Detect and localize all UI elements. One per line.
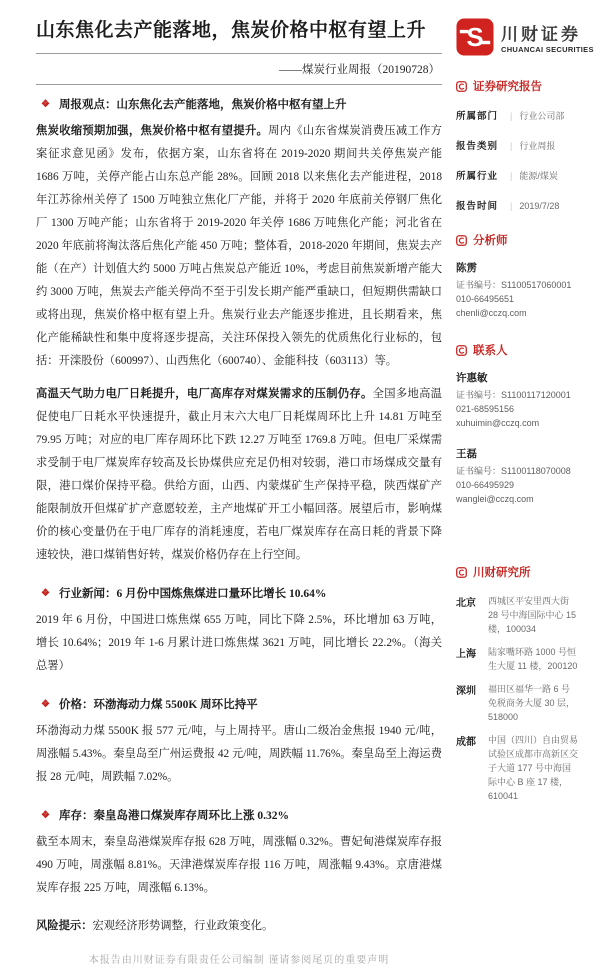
company-logo-icon [456, 18, 494, 56]
paragraph-body: 截至本周末，秦皇岛港煤炭库存报 628 万吨，周涨幅 0.32%。曹妃甸港煤炭库存报 490 万吨，周涨幅 8.81%。天津港煤炭库存报 116 万吨，周涨幅 9.43%。京唐港煤炭库存报 225 万吨，周涨幅 6.13%。 [36, 836, 442, 894]
brand-mini-icon [456, 235, 467, 246]
office-address: 西城区平安里西大街 28 号中海国际中心 15 楼，100034 [488, 596, 577, 634]
risk-body: 宏观经济形势调整，行业政策变化。 [92, 920, 274, 932]
paragraph-price [36, 720, 442, 789]
info-row-report-type [456, 138, 578, 152]
person-phone: 010-66495929 [456, 480, 515, 490]
brand-mini-icon [456, 345, 467, 356]
section-header-price [36, 696, 442, 712]
person-cert: 证书编号：S1100118070008 [456, 466, 571, 476]
paragraph-import-news [36, 609, 442, 678]
office-city: 深圳 [456, 686, 476, 697]
page-footer-disclaimer: 本报告由川财证券有限责任公司编制 谨请参阅尾页的重要声明 [88, 955, 390, 966]
person-email: chenli@cczq.com [456, 308, 527, 318]
sidebar [456, 10, 594, 801]
office-city: 北京 [456, 598, 476, 609]
title-divider [36, 53, 442, 54]
person-cert: 证书编号：S1100117120001 [456, 390, 571, 400]
sidebar-header-contact [456, 342, 578, 358]
person-cert: 证书编号：S1100517060001 [456, 280, 572, 290]
svg-text:S: S [466, 24, 484, 53]
subtitle-divider [36, 84, 442, 85]
page-title: 山东焦化去产能落地，焦炭价格中枢有望上升 [36, 20, 427, 41]
paragraph-body: 2019 年 6 月份，中国进口炼焦煤 655 万吨，同比下降 2.5%，环比增加 63 万吨，增长 10.64%；2019 年 1-6 月累计进口炼焦煤 3621 万吨，同比增长 22.2%。（海关总署） [36, 614, 442, 672]
paragraph-inventory [36, 831, 442, 900]
info-separator: | [510, 111, 513, 121]
brand-name-en: CHUANCAI SECURITIES [501, 45, 594, 54]
info-separator: | [510, 201, 513, 211]
section-marker-icon: ❖ [41, 810, 50, 821]
brand-text [501, 20, 594, 54]
office-shanghai [456, 645, 578, 673]
section-header-inventory [36, 807, 442, 823]
info-value: 行业公司部 [519, 111, 565, 121]
person-name: 许惠敏 [456, 373, 488, 384]
main-column [36, 10, 442, 966]
paragraph-power-plant [36, 383, 442, 567]
sidebar-header-report-info [456, 78, 578, 94]
analyst-card [456, 262, 578, 320]
brand-name-cn: 川财证券 [501, 25, 581, 44]
section-marker-icon: ❖ [41, 99, 50, 110]
risk-note [36, 915, 442, 938]
info-value: 2019/7/28 [519, 201, 560, 211]
office-address: 中国（四川）自由贸易试验区成都市高新区交子大道 177 号中海国际中心 B 座 17 楼，610041 [488, 735, 579, 801]
info-value: 能源/煤炭 [519, 171, 558, 181]
brand-mini-icon [456, 81, 467, 92]
paragraph-body: 周内《山东省煤炭消费压减工作方案征求意见函》发布，依据方案，山东省将在 2019-2020 期间共关停焦炭产能 1686 万吨，关停产能占山东总产能 28%。回顾 2018 以来焦化去产能进程，2018 年江苏徐州关停了 1500 万吨独立焦化厂产能，并将于 2020 年底前关停钢厂焦化厂 1300 万吨产能；山东省将于 2019-2020 年关停 1686 万吨焦化产能；河北省在 2020 年底前将淘汰落后焦化产能 450 万吨；整体看，2018-2020 年期间，焦炭去产能（在产）计划值大约 5000 万吨占焦炭总产能近 10%，考虑目前焦炭新增产能大约 3000 万吨，焦炭去产能关停尚不至于引发长期产能严重缺口，但短期供需缺口或将出现，焦炭价格中枢有望上升。焦炭行业去产能逐步推进，且长期看来，焦化产能稀缺性和集中度将逐步提高，关注环保投入领先的优质焦化行业标的，包括：开滦股份（600997）、山西焦化（600740）、金能科技（603113）等。 [36, 125, 442, 367]
sidebar-header-analyst [456, 232, 578, 248]
info-row-industry [456, 168, 578, 182]
section-header-text: 库存：秦皇岛港口煤炭库存周环比上涨 0.32% [58, 810, 289, 822]
person-phone: 010-66495651 [456, 294, 515, 304]
info-row-report-date [456, 198, 578, 212]
contact-card [456, 448, 578, 506]
info-label: 报告时间 [456, 201, 499, 212]
person-name: 陈雳 [456, 263, 477, 274]
paragraph-lead: 焦炭收缩预期加强，焦炭价格中枢有望提升。 [36, 125, 269, 137]
info-value: 行业周报 [519, 141, 556, 151]
section-header-text: 价格：环渤海动力煤 5500K 周环比持平 [58, 699, 258, 711]
paragraph-coke-capacity [36, 120, 442, 373]
person-email: xuhuimin@cczq.com [456, 418, 540, 428]
person-phone: 021-68595156 [456, 404, 515, 414]
person-name: 王磊 [456, 449, 477, 460]
office-beijing [456, 594, 578, 636]
info-separator: | [510, 141, 513, 151]
info-separator: | [510, 171, 513, 181]
section-header-text: 行业新闻：6 月份中国炼焦煤进口量环比增长 10.64% [58, 588, 327, 600]
sidebar-header-text: 川财研究所 [473, 567, 531, 579]
office-shenzhen [456, 682, 578, 724]
person-email: wanglei@cczq.com [456, 494, 534, 504]
brand-logo [456, 18, 594, 56]
section-marker-icon: ❖ [41, 588, 50, 599]
section-header-text: 周报观点：山东焦化去产能落地，焦炭价格中枢有望上升 [58, 99, 347, 111]
office-address: 福田区福华一路 6 号免税商务大厦 30 层，518000 [488, 684, 576, 722]
sidebar-header-text: 证券研究报告 [473, 81, 542, 93]
risk-lead: 风险提示： [36, 920, 93, 932]
office-chengdu [456, 733, 578, 803]
sidebar-header-text: 联系人 [473, 345, 508, 357]
office-city: 成都 [456, 737, 476, 748]
section-header-weekly-view [36, 96, 442, 112]
paragraph-body: 全国多地高温促使电厂日耗水平快速提升，截止月末六大电厂日耗煤周环比上升 14.81 万吨至 79.95 万吨；对应的电厂库存周环比下跌 12.27 万吨至 1769.8 万吨。但电厂采煤需求受制于电厂煤炭库存较高及长协煤供应充足仍相对较弱，港口市场煤成交量有限，港口煤价保持平稳。供给方面，山西、内蒙煤矿生产保持平稳，陕西煤矿产能限制放开但煤矿扩产意愿较差，主产地煤矿开工小幅回落。展望后市，影响煤价的核心变量仍在于电厂库存的消耗速度，若电厂煤炭库存在高日耗的背景下降速较快，港口煤销售好转，煤炭价格仍存在上行空间。 [36, 388, 442, 561]
info-row-department [456, 108, 578, 122]
info-label: 所属行业 [456, 171, 499, 182]
report-subtitle: ——煤炭行业周报（20190728） [279, 64, 440, 76]
paragraph-body: 环渤海动力煤 5500K 报 577 元/吨，与上周持平。唐山二级冶金焦报 1940 元/吨，周涨幅 5.43%。秦皇岛至广州运费报 42 元/吨，周跌幅 11.76%。秦皇岛至上海运费报 28 元/吨，周跌幅 7.02%。 [36, 725, 442, 783]
report-info-list [456, 108, 578, 212]
info-label: 所属部门 [456, 111, 499, 122]
paragraph-lead: 高温天气助力电厂日耗提升，电厂高库存对煤炭需求的压制仍存。 [36, 388, 373, 400]
office-city: 上海 [456, 649, 476, 660]
contact-card [456, 372, 578, 430]
sidebar-header-institute [456, 564, 578, 580]
brand-mini-icon [456, 567, 467, 578]
section-marker-icon: ❖ [41, 699, 50, 710]
sidebar-header-text: 分析师 [473, 235, 508, 247]
office-address: 陆家嘴环路 1000 号恒生大厦 11 楼，200120 [488, 647, 578, 671]
info-label: 报告类别 [456, 141, 499, 152]
section-header-industry-news [36, 585, 442, 601]
